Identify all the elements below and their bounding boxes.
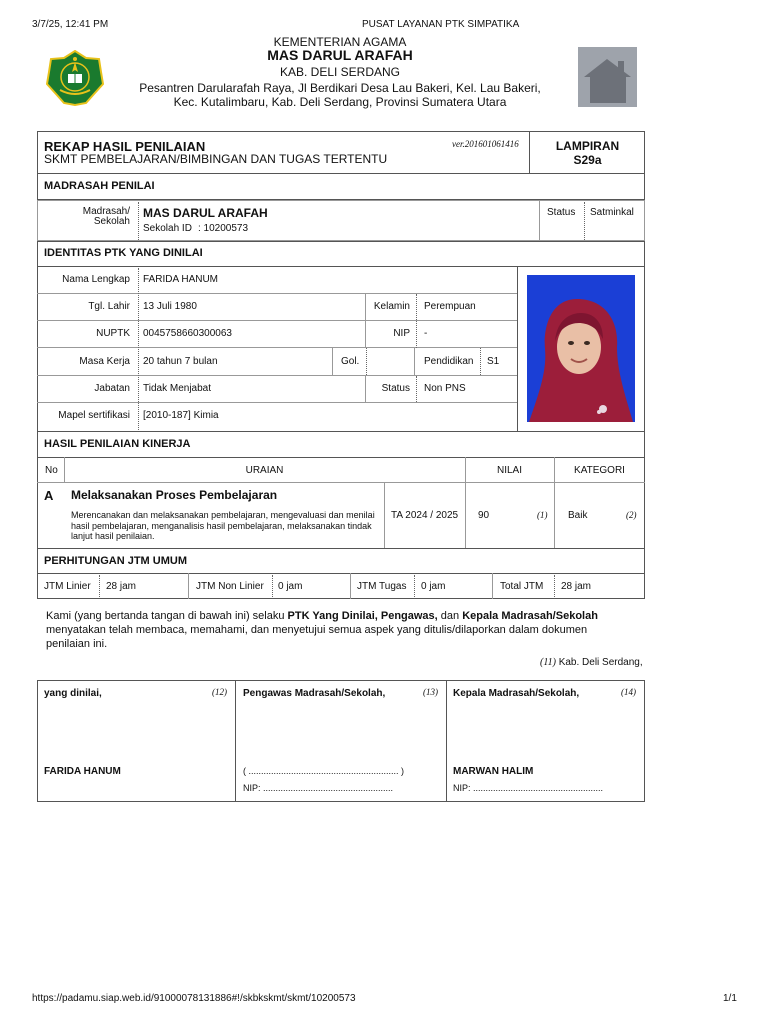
nama-value: FARIDA HANUM bbox=[143, 274, 219, 285]
kategori-value: Baik bbox=[568, 510, 588, 521]
nilai-ref: (1) bbox=[537, 510, 548, 520]
nama-label: Nama Lengkap bbox=[62, 274, 130, 285]
jtm-tugas-label: JTM Tugas bbox=[357, 581, 407, 592]
version-label: ver.201601061416 bbox=[452, 139, 519, 149]
sign3-title: Kepala Madrasah/Sekolah, bbox=[453, 688, 580, 699]
masa-kerja-label: Masa Kerja bbox=[79, 356, 130, 367]
section-madrasah: MADRASAH PENILAI bbox=[44, 180, 155, 192]
section-identitas: IDENTITAS PTK YANG DINILAI bbox=[44, 247, 203, 259]
pendidikan-value: S1 bbox=[487, 356, 500, 367]
col-no: No bbox=[45, 465, 58, 476]
sign2-title: Pengawas Madrasah/Sekolah, bbox=[243, 688, 386, 699]
gol-label: Gol. bbox=[341, 356, 360, 367]
lahir-value: 13 Juli 1980 bbox=[143, 301, 197, 312]
school-photo-placeholder bbox=[578, 47, 637, 107]
sign3-ref: (14) bbox=[621, 687, 636, 697]
madrasah-name: MAS DARUL ARAFAH bbox=[143, 206, 268, 220]
print-date: 3/7/25, 12:41 PM bbox=[32, 19, 109, 30]
section-kinerja: HASIL PENILAIAN KINERJA bbox=[44, 438, 191, 450]
kategori-ref: (2) bbox=[626, 510, 637, 520]
jtm-nonlinier-value: 0 jam bbox=[278, 581, 303, 592]
ministry-name: KEMENTERIAN AGAMA bbox=[273, 35, 407, 49]
school-address-line1: Pesantren Darularafah Raya, Jl Berdikari Desa Lau Bakeri, Kel. Lau Bakeri, bbox=[139, 81, 541, 95]
col-uraian: URAIAN bbox=[245, 465, 284, 476]
jtm-linier-label: JTM Linier bbox=[44, 581, 91, 592]
pendidikan-label: Pendidikan bbox=[424, 356, 474, 367]
lampiran-code: S29a bbox=[573, 153, 602, 167]
lahir-label: Tgl. Lahir bbox=[88, 301, 130, 312]
jtm-tugas-value: 0 jam bbox=[421, 581, 446, 592]
nip-label: NIP bbox=[393, 328, 410, 339]
mapel-label: Mapel sertifikasi bbox=[58, 410, 130, 421]
sign3-name: MARWAN HALIM bbox=[453, 766, 534, 777]
place-line: (11) Kab. Deli Serdang, bbox=[540, 657, 643, 668]
madrasah-status-value: Satminkal bbox=[590, 207, 634, 218]
col-kategori: KATEGORI bbox=[574, 465, 625, 476]
period-value: TA 2024 / 2025 bbox=[391, 510, 459, 521]
sekolah-id-value: : 10200573 bbox=[198, 223, 249, 234]
statement-paragraph: Kami (yang bertanda tangan di bawah ini) selaku PTK Yang Dinilai, Pengawas, dan Kepala Madrasah/Sekolah menyatakan telah membaca, memahami, dan menyetujui semua aspek yang ditulis/dilaporkan dalam dokumen penilaian ini. bbox=[46, 610, 598, 650]
mapel-value: [2010-187] Kimia bbox=[143, 410, 219, 421]
sign1-title: yang dinilai, bbox=[44, 688, 102, 699]
masa-kerja-value: 20 tahun 7 bulan bbox=[143, 356, 218, 367]
school-name: MAS DARUL ARAFAH bbox=[267, 47, 413, 63]
kemenag-logo bbox=[46, 50, 104, 106]
nip-value: - bbox=[424, 328, 428, 339]
madrasah-label: Madrasah/ Sekolah bbox=[82, 206, 130, 227]
print-title: PUSAT LAYANAN PTK SIMPATIKA bbox=[362, 19, 520, 30]
nuptk-value: 0045758660300063 bbox=[143, 328, 232, 339]
jabatan-label: Jabatan bbox=[94, 383, 130, 394]
sign1-ref: (12) bbox=[212, 687, 227, 697]
ptk-photo bbox=[527, 275, 635, 422]
lampiran-label: LAMPIRAN bbox=[555, 139, 620, 153]
rekap-subtitle: SKMT PEMBELAJARAN/BIMBINGAN DAN TUGAS TERTENTU bbox=[44, 152, 388, 166]
kelamin-value: Perempuan bbox=[424, 301, 476, 312]
print-url[interactable]: https://padamu.siap.web.id/91000078131886#!/skbkskmt/skmt/10200573 bbox=[32, 993, 356, 1004]
section-jtm: PERHITUNGAN JTM UMUM bbox=[44, 555, 187, 567]
col-nilai: NILAI bbox=[496, 465, 522, 476]
print-page-number: 1/1 bbox=[723, 993, 737, 1004]
madrasah-status-label: Status bbox=[547, 207, 576, 218]
sign2-nip: NIP: .................................................... bbox=[243, 783, 394, 793]
jabatan-value: Tidak Menjabat bbox=[143, 383, 211, 394]
jtm-total-value: 28 jam bbox=[561, 581, 592, 592]
kelamin-label: Kelamin bbox=[373, 301, 410, 312]
nilai-value: 90 bbox=[478, 510, 490, 521]
school-region: KAB. DELI SERDANG bbox=[279, 65, 401, 79]
jtm-total-label: Total JTM bbox=[500, 581, 544, 592]
row-title: Melaksanakan Proses Pembelajaran bbox=[71, 488, 278, 502]
status-value: Non PNS bbox=[424, 383, 466, 394]
sign1-name: FARIDA HANUM bbox=[44, 766, 121, 777]
sign2-name: ( ............................................................ ) bbox=[243, 766, 405, 776]
jtm-nonlinier-label: JTM Non Linier bbox=[196, 581, 264, 592]
sign2-ref: (13) bbox=[423, 687, 438, 697]
status-label: Status bbox=[381, 383, 410, 394]
row-no: A bbox=[44, 488, 54, 503]
jtm-linier-value: 28 jam bbox=[106, 581, 137, 592]
row-description: Merencanakan dan melaksanakan pembelajaran, mengevaluasi dan menilai hasil pembelajaran, menganalisis hasil pembelajaran, melaksanakan tindak lanjut hasil penilaian. bbox=[71, 510, 375, 541]
sekolah-id-label: Sekolah ID bbox=[143, 223, 192, 234]
nuptk-label: NUPTK bbox=[96, 328, 130, 339]
rekap-title: REKAP HASIL PENILAIAN bbox=[44, 139, 206, 154]
sign3-nip: NIP: .................................................... bbox=[453, 783, 604, 793]
school-address-line2: Kec. Kutalimbaru, Kab. Deli Serdang, Provinsi Sumatera Utara bbox=[173, 95, 507, 109]
